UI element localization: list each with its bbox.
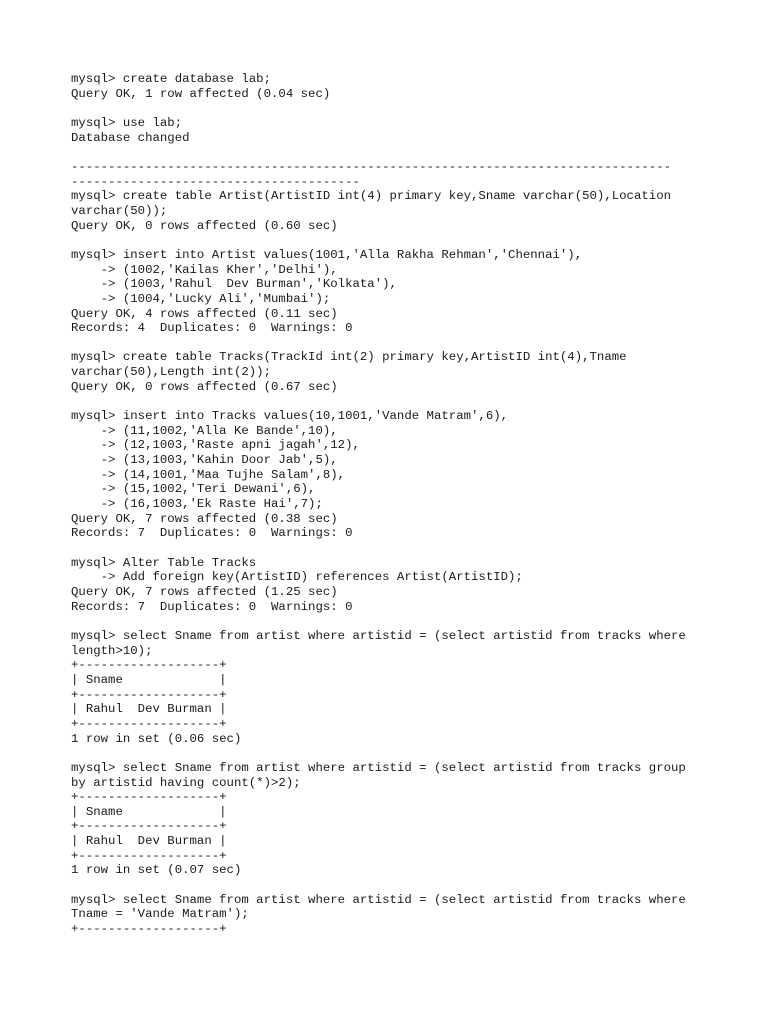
transcript-line: mysql> insert into Tracks values(10,1001,'Vande Matram',6), xyxy=(71,409,509,424)
transcript-line: -> (1002,'Kailas Kher','Delhi'), xyxy=(71,262,338,277)
transcript-line xyxy=(71,541,711,556)
transcript-line: +-------------------+ xyxy=(71,848,227,863)
transcript-line: +-------------------+ xyxy=(71,716,227,731)
transcript-line: +-------------------+ xyxy=(71,658,227,673)
transcript-line: Records: 7 Duplicates: 0 Warnings: 0 xyxy=(71,526,353,541)
transcript-line xyxy=(71,614,711,629)
transcript-line: varchar(50),Length int(2)); xyxy=(71,365,272,380)
transcript-line: mysql> create table Tracks(TrackId int(2) primary key,ArtistID int(4),Tname xyxy=(71,350,627,365)
transcript-line: --------------------------------------- xyxy=(71,174,360,189)
transcript-line: Query OK, 4 rows affected (0.11 sec) xyxy=(71,306,338,321)
transcript-line: -> (1003,'Rahul Dev Burman','Kolkata'), xyxy=(71,277,397,292)
transcript-line: +-------------------+ xyxy=(71,687,227,702)
transcript-line xyxy=(71,336,711,351)
transcript-line: +-------------------+ xyxy=(71,819,227,834)
transcript-line: Tname = 'Vande Matram'); xyxy=(71,907,249,922)
transcript-line: 1 row in set (0.07 sec) xyxy=(71,863,242,878)
transcript-line: -> (16,1003,'Ek Raste Hai',7); xyxy=(71,497,323,512)
transcript-line: -> (12,1003,'Raste apni jagah',12), xyxy=(71,438,360,453)
transcript-line: length>10); xyxy=(71,643,153,658)
transcript-line: | Sname | xyxy=(71,804,227,819)
transcript-line: mysql> select Sname from artist where artistid = (select artistid from tracks where xyxy=(71,628,686,643)
transcript-line: -> Add foreign key(ArtistID) references Artist(ArtistID); xyxy=(71,570,523,585)
transcript-line: +-------------------+ xyxy=(71,790,227,805)
transcript-line: Records: 4 Duplicates: 0 Warnings: 0 xyxy=(71,321,353,336)
transcript-line: Query OK, 0 rows affected (0.60 sec) xyxy=(71,218,338,233)
transcript-line: mysql> insert into Artist values(1001,'Alla Rakha Rehman','Chennai'), xyxy=(71,247,583,262)
transcript-line xyxy=(71,878,711,893)
transcript-line: varchar(50)); xyxy=(71,203,168,218)
transcript-line: -> (11,1002,'Alla Ke Bande',10), xyxy=(71,423,338,438)
transcript-line: Query OK, 7 rows affected (0.38 sec) xyxy=(71,511,338,526)
transcript-line: Query OK, 1 row affected (0.04 sec) xyxy=(71,86,331,101)
transcript-line: -> (1004,'Lucky Ali','Mumbai'); xyxy=(71,291,331,306)
transcript-line xyxy=(71,233,711,248)
transcript-line xyxy=(71,145,711,160)
transcript-line: -> (13,1003,'Kahin Door Jab',5), xyxy=(71,453,338,468)
transcript-line: Query OK, 7 rows affected (1.25 sec) xyxy=(71,584,338,599)
transcript-line: +-------------------+ xyxy=(71,922,227,937)
transcript-line: mysql> select Sname from artist where artistid = (select artistid from tracks where xyxy=(71,892,686,907)
transcript-line: -> (14,1001,'Maa Tujhe Salam',8), xyxy=(71,467,346,482)
transcript-line: -> (15,1002,'Teri Dewani',6), xyxy=(71,482,316,497)
transcript-line: mysql> select Sname from artist where artistid = (select artistid from tracks group xyxy=(71,760,686,775)
transcript-line xyxy=(71,746,711,761)
transcript-line: mysql> create table Artist(ArtistID int(4) primary key,Sname varchar(50),Location xyxy=(71,189,672,204)
transcript-line: Records: 7 Duplicates: 0 Warnings: 0 xyxy=(71,599,353,614)
transcript-line: | Sname | xyxy=(71,672,227,687)
transcript-line: | Rahul Dev Burman | xyxy=(71,702,227,717)
transcript-line: mysql> Alter Table Tracks xyxy=(71,555,257,570)
transcript-line: by artistid having count(*)>2); xyxy=(71,775,301,790)
transcript-line: Query OK, 0 rows affected (0.67 sec) xyxy=(71,379,338,394)
transcript-line: 1 row in set (0.06 sec) xyxy=(71,731,242,746)
transcript-line xyxy=(71,394,711,409)
transcript-line: mysql> use lab; xyxy=(71,115,183,130)
transcript-line: mysql> create database lab; xyxy=(71,72,272,86)
transcript-line: Database changed xyxy=(71,130,190,145)
transcript-line: | Rahul Dev Burman | xyxy=(71,834,227,849)
transcript-line xyxy=(71,101,711,116)
transcript-line: --------------------------------------------------------------------------------- xyxy=(71,159,672,174)
mysql-console-transcript xyxy=(71,72,711,937)
